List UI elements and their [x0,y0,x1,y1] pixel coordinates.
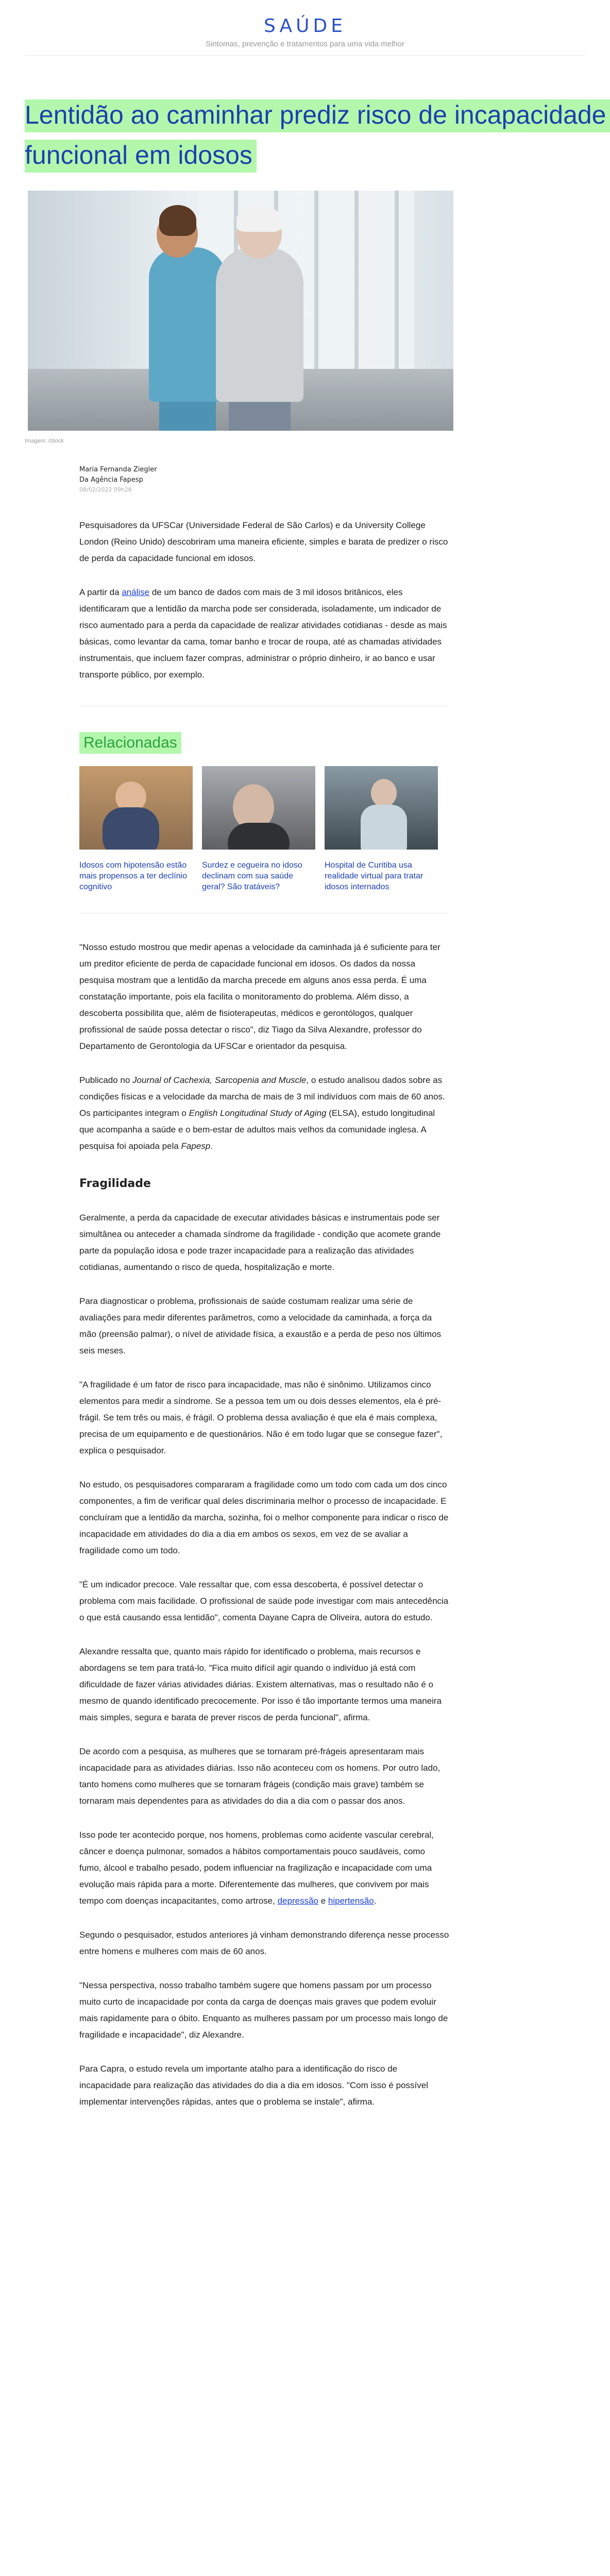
author-agency: Da Agência Fapesp [79,476,143,484]
paragraph-text: A partir da [79,587,122,597]
hero-elder [216,247,303,402]
related-thumbnail[interactable] [79,766,193,850]
hypertension-link[interactable]: hipertensão [328,1896,374,1906]
paragraph-text: Isso pode ter acontecido porque, nos homens, problemas como acidente vascular cerebral, câncer e doença pulmonar, somados a hábitos comportamentais pouco saudáveis, como fumo, álcool e trabalho pesado, podem influenciar na fragilização e incapacidade com uma evolução mais rápida para a morte. Diferentemente das mulheres, que convivem por mais tempo com doenças incapacitantes, como artrose, [79,1830,434,1906]
paragraph-intro: Pesquisadores da UFSCar (Universidade Federal de São Carlos) e da University College London (Reino Unido) descobriram uma maneira eficiente, simples e barata de predizer o risco de perda da capacidade funcional em idosos. [79,520,448,563]
section-title: Fragilidade [79,1177,151,1190]
paragraph-text: , o estudo analisou dados sobre as condições físicas e a velocidade da marcha de mais de 3 mil indivíduos com mais de 60 anos. Os participantes integram o [79,1075,445,1118]
paragraph: Para diagnosticar o problema, profissionais de saúde costumam realizar uma série de avaliações para medir diferentes parâmetros, como a velocidade da caminhada, a força da mão (preensão palmar), o nível de atividade física, a exaustão e a perda de peso nos últimos seis meses. [79,1296,442,1355]
headline-text: Lentidão ao caminhar prediz risco de incapacidade funcional em idosos [25,99,610,173]
paragraph: "A fragilidade é um fator de risco para incapacidade, mas não é sinônimo. Utilizamos cinco elementos para medir a síndrome. Se a pessoa tem um ou dois desses elementos, ela é pré-frágil. Se tem três ou mais, é frágil. O problema dessa avaliação é que ela é mais complexa, precisa de um equipamento e de questionários. Não é em todo lugar que se consegue fazer", explica o pesquisador. [79,1380,443,1455]
paragraph-text: de um banco de dados com mais de 3 mil idosos britânicos, eles identificaram que a lentidão da marcha pode ser considerada, isoladamente, um indicador de risco aumentado para a perda da capacidade de realizar atividades cotidianas - desde as mais básicas, como levantar da cama, tomar banho e trocar de roupa, até as chamadas atividades instrumentais, que incluem fazer compras, administrar o próprio dinheiro, ir ao banco e usar transporte público, por exemplo. [79,587,447,680]
paragraph-text: . [374,1896,377,1906]
related-card[interactable] [325,766,438,892]
paragraph: Segundo o pesquisador, estudos anteriores já vinham demonstrando diferença nesse processo entre homens e mulheres com mais de 60 anos. [79,1930,449,1956]
related-card-title[interactable]: Hospital de Curitiba usa realidade virtual para tratar idosos internados [325,861,423,891]
paragraph-text: . [210,1141,213,1151]
related-thumbnail[interactable] [202,766,315,850]
hero-elder-hair [236,206,282,232]
paragraph: "É um indicador precoce. Vale ressaltar que, com essa descoberta, é possível detectar o problema com mais facilidade. O profissional de saúde pode investigar com mais antecedência o que está causando essa lentidão", comenta Dayane Capra de Oliveira, autora do estudo. [79,1580,449,1622]
study-name: English Longitudinal Study of Aging [189,1108,327,1118]
paragraph-text: Publicado no [79,1075,133,1085]
thumb-figure [361,805,407,850]
related-section [79,732,449,892]
paragraph-diseases [79,1827,449,1909]
headline [25,95,610,175]
related-card-title[interactable]: Surdez e cegueira no idoso declinam com sua saúde geral? São tratáveis? [202,861,302,891]
publish-date: 08/02/2022 09h26 [79,486,132,493]
paragraph-quote: "Nosso estudo mostrou que medir apenas a velocidade da caminhada já é suficiente para ter um preditor eficiente de perda de capacidade funcional em idosos. Os dados da nossa pesquisa mostram que a lentidão da marcha precede em alguns anos essa perda. É uma constatação importante, pois ela facilita o monitoramento do problema. Além disso, a descoberta possibilita que, além de fisioterapeutas, médicos e gerontólogos, qualquer profissional de saúde possa detectar o risco", diz Tiago da Silva Alexandre, professor do Departamento de Gerontologia da UFSCar e orientador da pesquisa. [79,942,440,1051]
site-brand[interactable]: SAÚDE [264,15,346,37]
hero-nurse [149,247,226,402]
hero-nurse-hair [159,205,196,236]
byline [79,465,610,495]
paragraph: Geralmente, a perda da capacidade de executar atividades básicas e instrumentais pode ser simultânea ou anteceder a chamada síndrome da fragilidade - condição que acomete grande parte da população idosa e pode trazer incapacidade para a realização das atividades cotidianas, aumentando o risco de queda, hospitalização e morte. [79,1213,441,1272]
author-name[interactable]: Maria Fernanda Ziegler [79,466,157,473]
related-card[interactable] [202,766,315,892]
funder-name: Fapesp [181,1141,211,1151]
article-header [0,56,610,175]
journal-name: Journal of Cachexia, Sarcopenia and Muscle [132,1075,307,1085]
thumb-figure [371,779,397,807]
paragraph: "Nessa perspectiva, nosso trabalho também sugere que homens passam por um processo muito curto de incapacidade por conta da carga de doenças mais graves que podem evoluir mais rapidamente para o óbito. Enquanto as mulheres passam por um processo mais longo de fragilidade e incapacidade", diz Alexandre. [79,1980,448,2040]
related-cards [79,766,449,892]
related-card[interactable] [79,766,193,892]
site-tagline: Sintomas, prevenção e tratamentos para uma vida melhor [205,40,405,48]
hero-image [28,191,453,431]
analysis-link[interactable]: análise [122,587,150,597]
paragraph-text: e [318,1896,328,1906]
masthead [25,0,585,56]
thumb-figure [103,807,159,850]
paragraph-analysis [79,584,449,683]
paragraph: De acordo com a pesquisa, as mulheres que se tornaram pré-frágeis apresentaram mais incapacidade para as atividades diárias. Isso não aconteceu com os homens. Por outro lado, tanto homens como mulheres que se tornaram frágeis (condição mais grave) também se tornaram mais dependentes para as atividades do dia a dia com o passar dos anos. [79,1747,440,1806]
related-card-title[interactable]: Idosos com hipotensão estão mais propensos a ter declínio cognitivo [79,861,187,891]
related-thumbnail[interactable] [325,766,438,850]
thumb-figure [228,823,290,850]
paragraph-text: (ELSA), estudo longitudinal que acompanha a saúde e o bem-estar de adultos mais velhos da comunidade inglesa. A pesquisa foi apoiada pela [79,1108,435,1151]
paragraph: Alexandre ressalta que, quanto mais rápido for identificado o problema, mais recursos e abordagens se tem para tratá-lo. "Fica muito difícil agir quando o indivíduo já está com dificuldade de fazer várias atividades diárias. Existem alternativas, mas o resultado não é o mesmo de quando identificado precocemente. Por isso é tão importante termos uma maneira mais simples, segura e barata de prever riscos de perda funcional", afirma. [79,1647,442,1722]
paragraph: Para Capra, o estudo revela um importante atalho para a identificação do risco de incapacidade para realização das atividades do dia a dia em idosos. "Com isso é possível implementar intervenções rápidas, antes que o problema se instale", afirma. [79,2064,428,2107]
image-credit: Imagem: iStock [25,438,64,444]
article-body [79,517,449,2110]
related-title: Relacionadas [79,732,181,754]
paragraph-publication [79,1072,449,1155]
paragraph: No estudo, os pesquisadores compararam a fragilidade como um todo com cada um dos cinco componentes, a fim de verificar qual deles discriminaria melhor o processo de incapacidade. E concluíram que a lentidão da marcha, sozinha, foi o melhor componente para indicar o risco de incapacidade em atividades do dia a dia em ambos os sexos, em vez de se avaliar a fragilidade como um todo. [79,1480,449,1555]
depression-link[interactable]: depressão [277,1896,318,1906]
